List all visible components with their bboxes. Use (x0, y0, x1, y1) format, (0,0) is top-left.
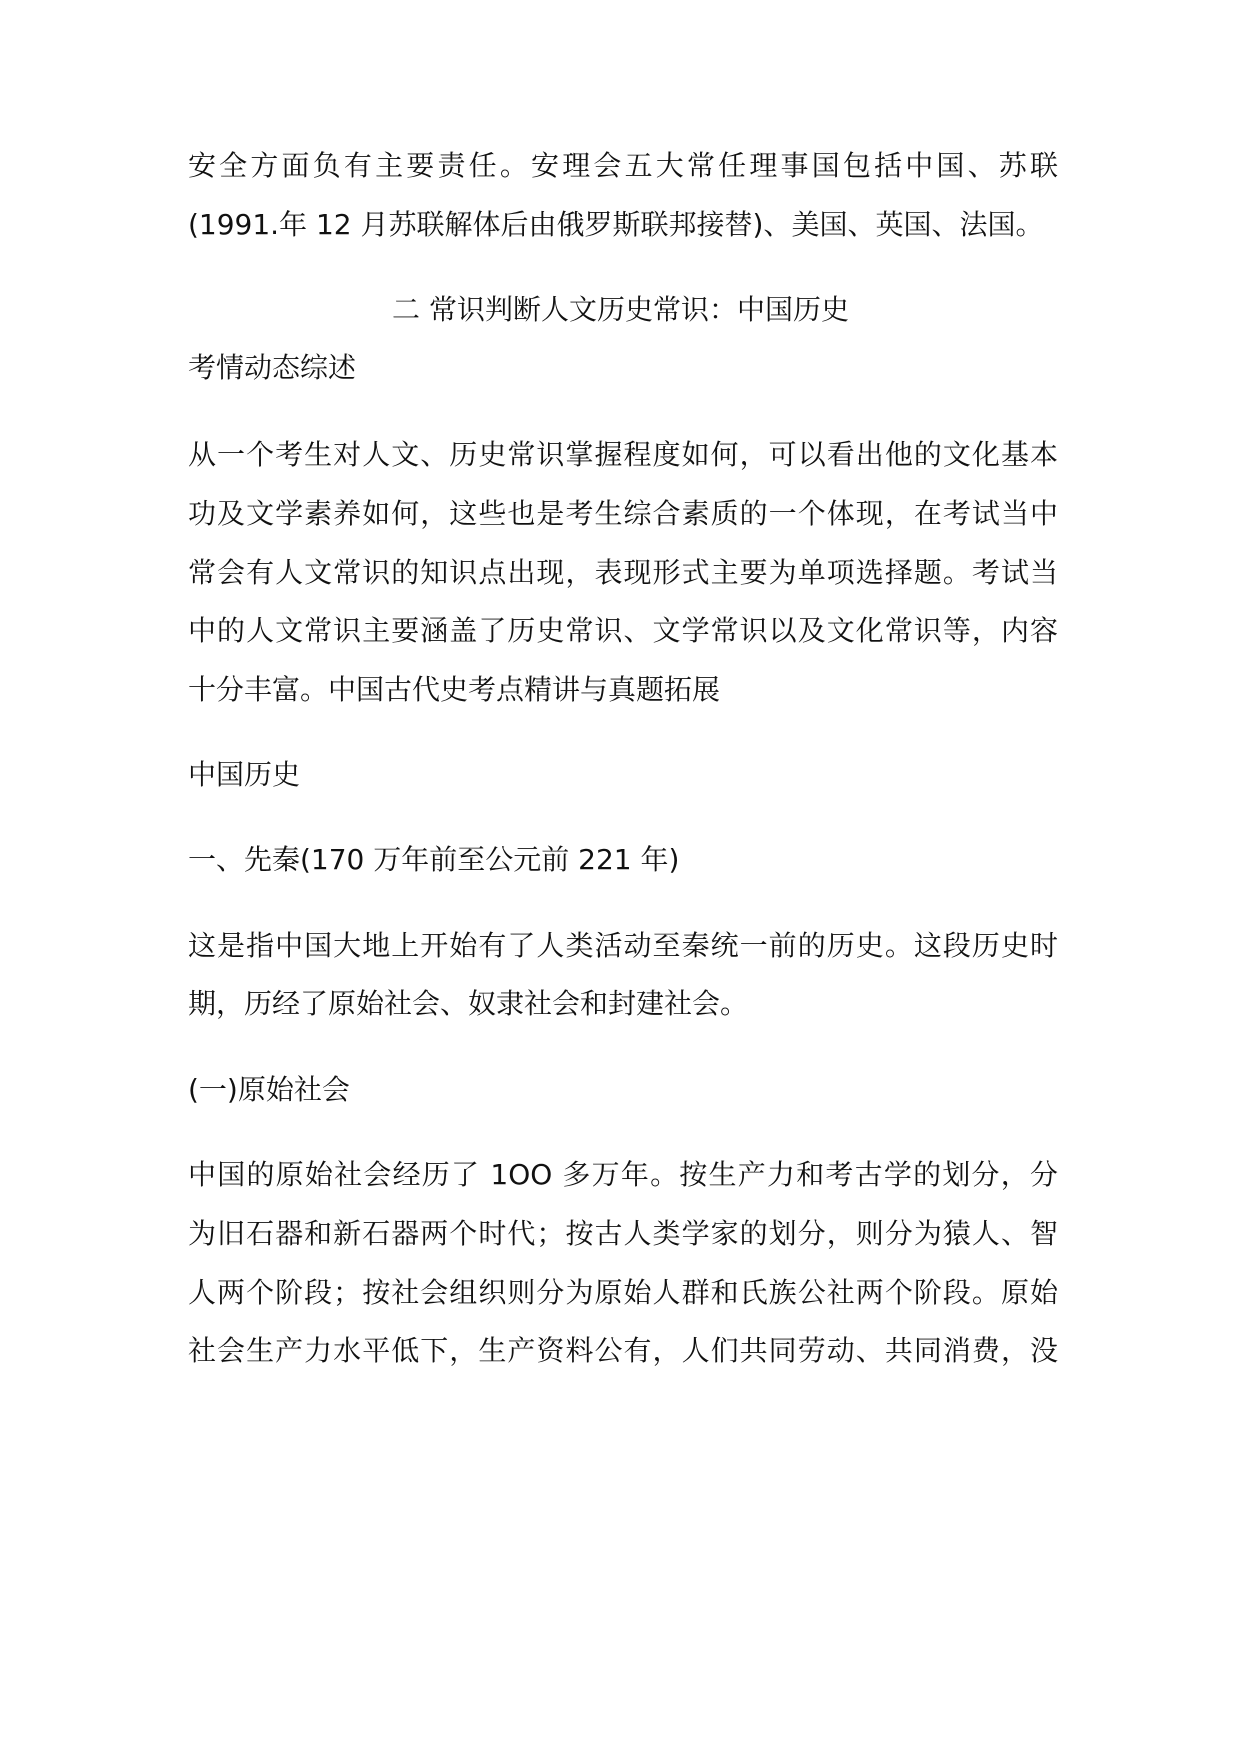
paragraph-line: 从一个考生对人文、历史常识掌握程度如何，可以看出他的文化基本 (188, 438, 1058, 471)
paragraph-line: 常会有人文常识的知识点出现，表现形式主要为单项选择题。考试当 (188, 556, 1058, 589)
text-line: 安全方面负有主要责任。安理会五大常任理事国包括中国、苏联 (188, 149, 1058, 182)
paragraph-line: 中的人文常识主要涵盖了历史常识、文学常识以及文化常识等，内容 (188, 614, 1058, 647)
text-line: (1991.年 12 月苏联解体后由俄罗斯联邦接替)、美国、英国、法国。 (188, 208, 1044, 241)
paragraph-line: 期，历经了原始社会、奴隶社会和封建社会。 (188, 987, 749, 1020)
subheading: 中国历史 (188, 758, 301, 791)
section-heading: 二 常识判断人文历史常识：中国历史 (392, 293, 849, 326)
paragraph-line: 社会生产力水平低下，生产资料公有，人们共同劳动、共同消费，没 (188, 1334, 1058, 1367)
paragraph-line: 为旧石器和新石器两个时代；按古人类学家的划分，则分为猿人、智 (188, 1217, 1058, 1250)
subheading: 考情动态综述 (188, 351, 357, 384)
paragraph-line: 人两个阶段；按社会组织则分为原始人群和氏族公社两个阶段。原始 (188, 1276, 1058, 1309)
paragraph-line: 功及文学素养如何，这些也是考生综合素质的一个体现，在考试当中 (188, 497, 1058, 530)
subheading: 一、先秦(170 万年前至公元前 221 年) (188, 843, 680, 876)
paragraph-line: 中国的原始社会经历了 1OO 多万年。按生产力和考古学的划分，分 (188, 1158, 1058, 1191)
subheading: (一)原始社会 (188, 1073, 350, 1106)
paragraph-line: 这是指中国大地上开始有了人类活动至秦统一前的历史。这段历史时 (188, 929, 1058, 962)
paragraph-line: 十分丰富。中国古代史考点精讲与真题拓展 (188, 673, 721, 706)
